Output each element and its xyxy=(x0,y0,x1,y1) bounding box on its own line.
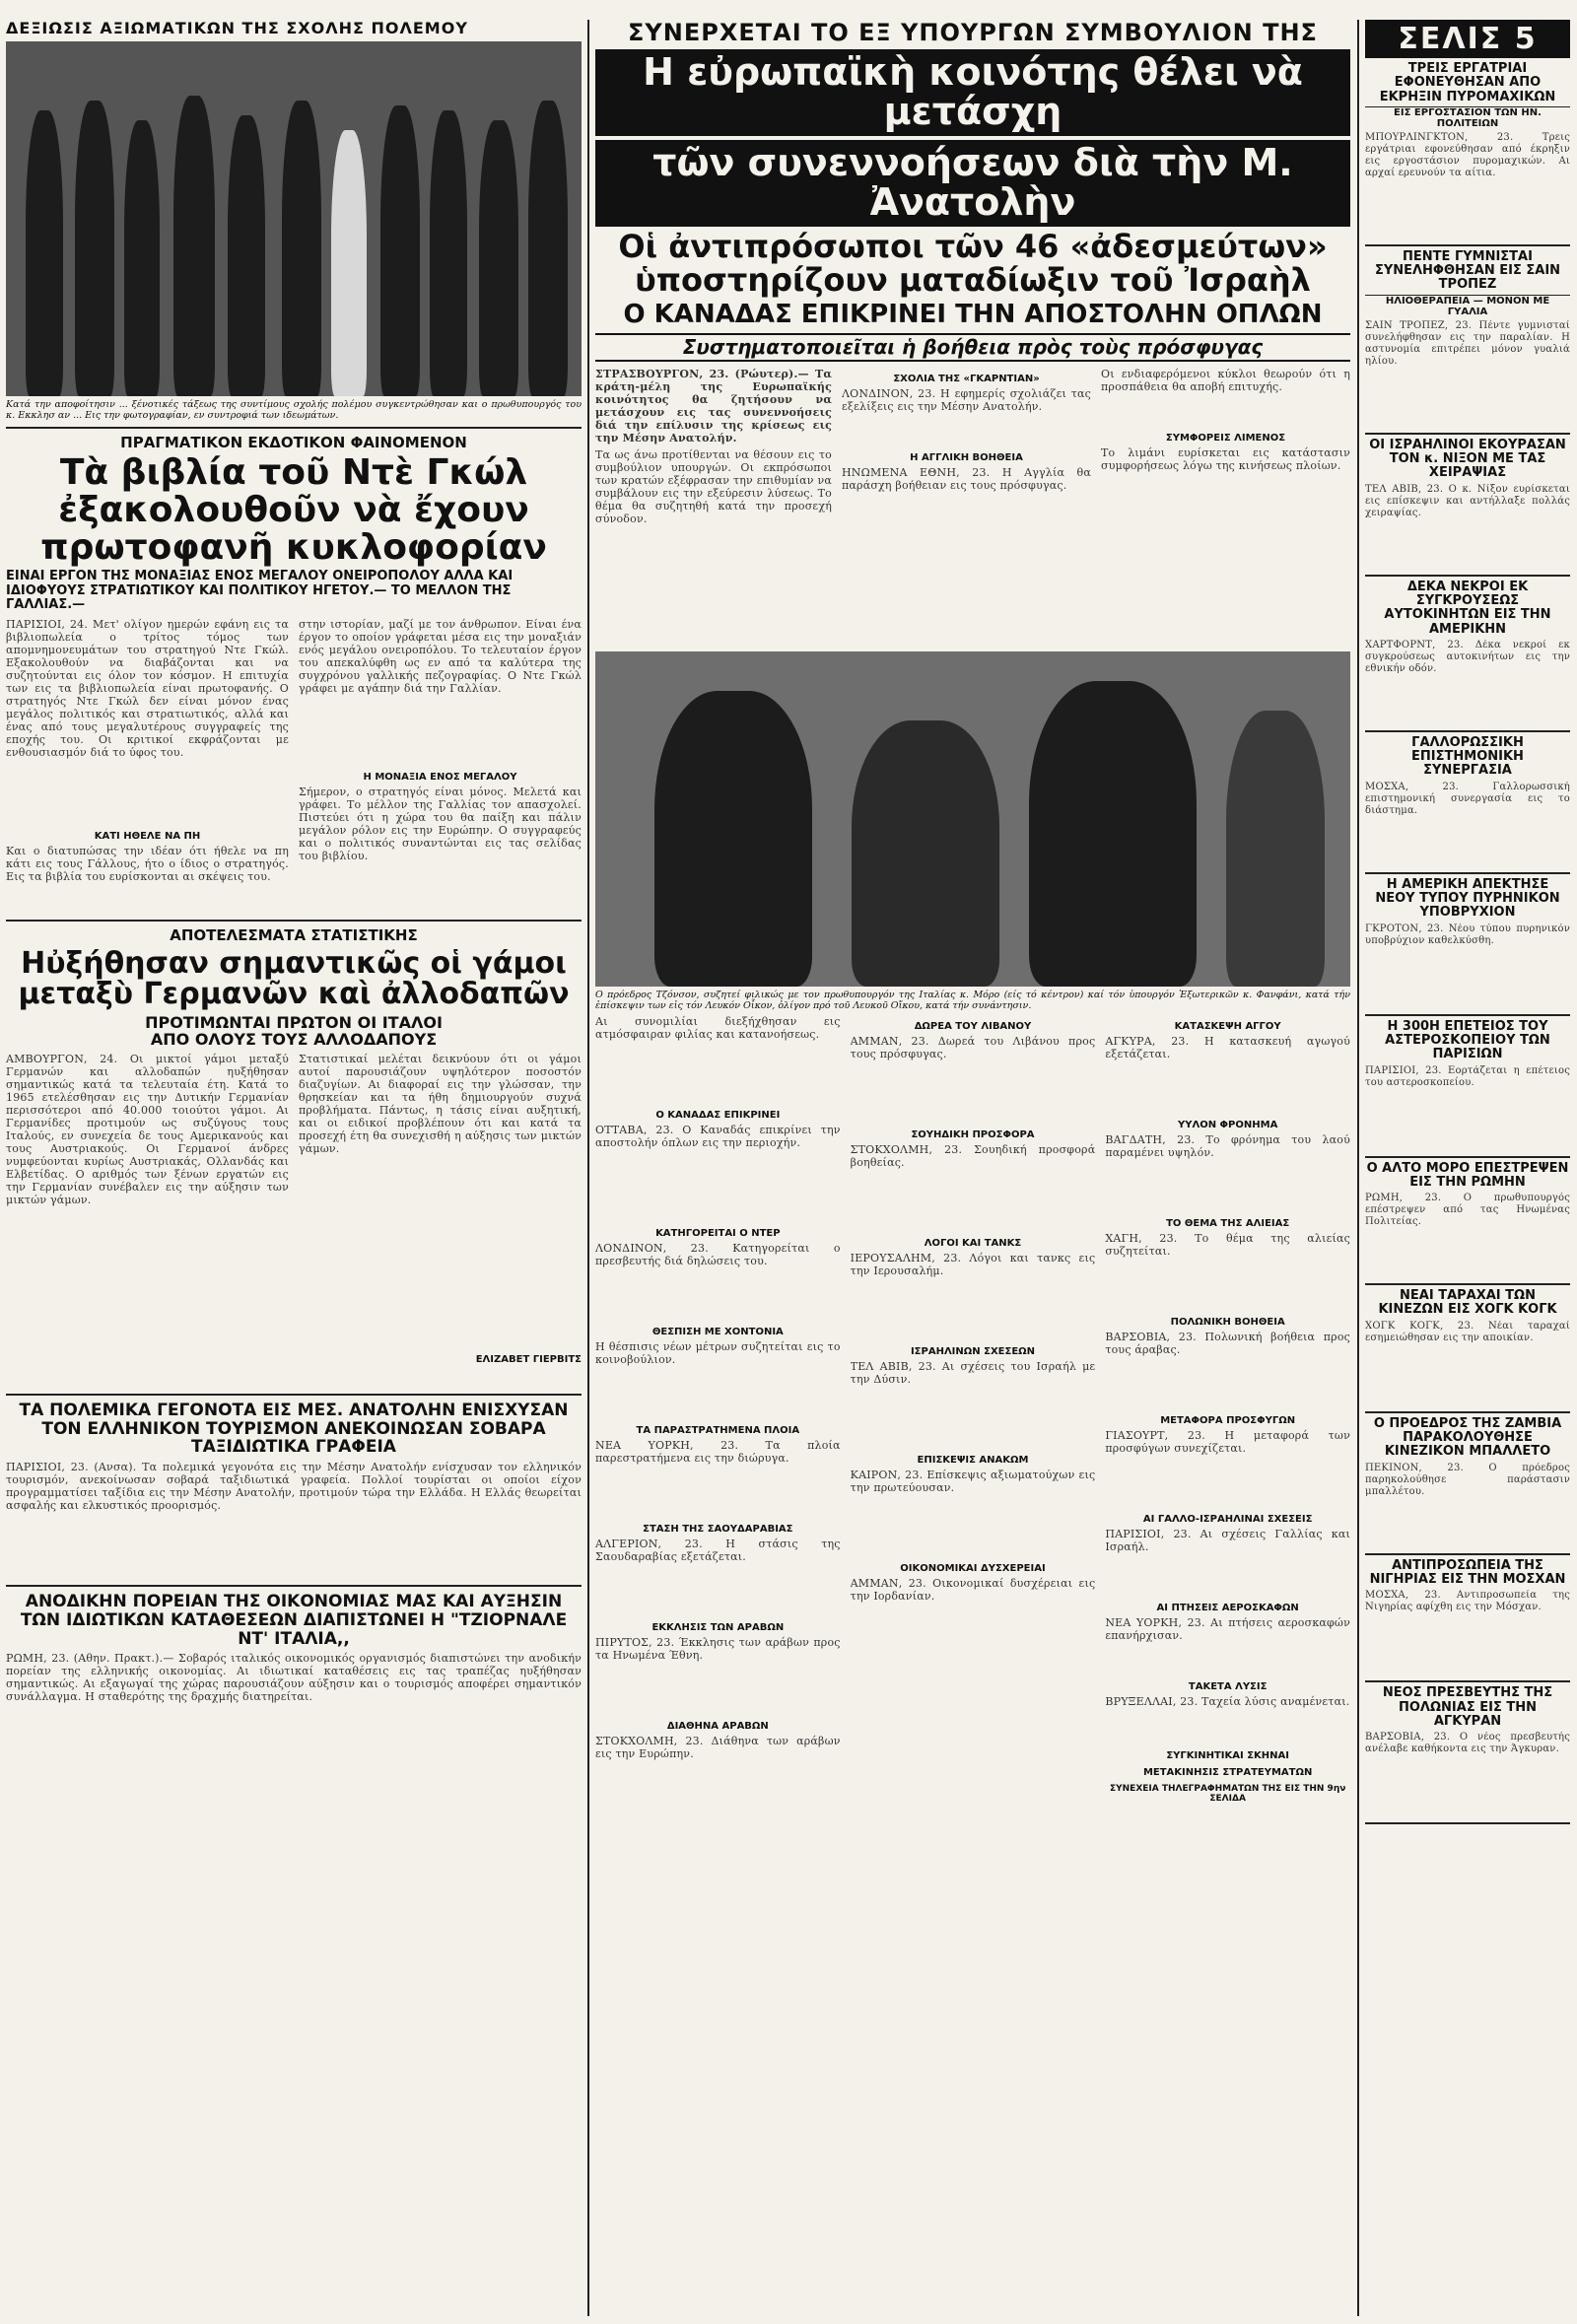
section1-deck: ΕΙΝΑΙ ΕΡΓΟΝ ΤΗΣ ΜΟΝΑΞΙΑΣ ΕΝΟΣ ΜΕΓΑΛΟΥ ΟΝΕΙΡΟΠΟΛΟΥ ΑΛΛΑ ΚΑΙ ΙΔΙΟΦΥΟΥΣ ΣΤΡΑΤΙΩΤΙΚΟΥ ΚΑΙ ΠΟΛΙΤΙΚΟΥ ΗΓΕΤΟΥ.— ΤΟ ΜΕΛΛΟΝ ΤΗΣ ΓΑΛΛΙΑΣ.— xyxy=(6,569,514,613)
right-news-headline: ΝΕΟΣ ΠΡΕΣΒΕΥΤΗΣ ΤΗΣ ΠΟΛΩΝΙΑΣ ΕΙΣ ΤΗΝ ΑΓΚΥΡΑΝ xyxy=(1382,1685,1553,1729)
right-news-item xyxy=(1365,246,1570,435)
right-news-text: ΧΟΓΚ ΚΟΓΚ, 23. Νέαι ταραχαί εσημειώθησαν εις την αποικίαν. xyxy=(1365,1320,1570,1343)
subhead: ΚΑΤΑΣΚΕΨΗ ΑΓΓΟΥ xyxy=(1174,1020,1281,1032)
subhead: ΣΟΥΗΔΙΚΗ ΠΡΟΣΦΟΡΑ xyxy=(911,1128,1035,1140)
subhead: ΙΣΡΑΗΛΙΝΩΝ ΣΧΕΣΕΩΝ xyxy=(910,1345,1036,1357)
right-news-item xyxy=(1365,58,1570,246)
section1-headline: Τὰ βιβλία τοῦ Ντὲ Γκώλ ἐξακολουθοῦν νὰ ἔχουν πρωτοφανῆ κυκλοφορίαν xyxy=(40,452,547,568)
right-news-deck: ΕΙΣ ΕΡΓΟΣΤΑΣΙΟΝ ΤΩΝ ΗΝ. ΠΟΛΙΤΕΙΩΝ xyxy=(1365,106,1570,129)
subhead: ΕΠΙΣΚΕΨΙΣ ΑΝΑΚΩΜ xyxy=(917,1454,1029,1466)
right-news-headline: ΑΝΤΙΠΡΟΣΩΠΕΙΑ ΤΗΣ ΝΙΓΗΡΙΑΣ ΕΙΣ ΤΗΝ ΜΟΣΧΑΝ xyxy=(1369,1557,1566,1587)
main-headline-line2: τῶν συνεννοήσεων διὰ τὴν Μ. Ἀνατολὴν xyxy=(652,141,1293,225)
subhead: ΣΥΓΚΙΝΗΤΙΚΑΙ ΣΚΗΝΑΙ xyxy=(1166,1749,1289,1761)
subhead: ΟΙΚΟΝΟΜΙΚΑΙ ΔΥΣΧΕΡΕΙΑΙ xyxy=(900,1562,1046,1574)
johnson-moro-photo xyxy=(595,651,1350,987)
signature: ΕΛΙΖΑΒΕΤ ΓΙΕΡΒΙΤΣ xyxy=(475,1354,582,1366)
right-news-text: ΓΚΡΟΤΟΝ, 23. Νέου τύπου πυρηνικόν υποβρύχιον καθελκύσθη. xyxy=(1365,923,1570,946)
subhead: ΑΙ ΓΑΛΛΟ-ΙΣΡΑΗΛΙΝΑΙ ΣΧΕΣΕΙΣ xyxy=(1142,1513,1313,1525)
right-news-headline: ΝΕΑΙ ΤΑΡΑΧΑΙ ΤΩΝ ΚΙΝΕΖΩΝ ΕΙΣ ΧΟΓΚ ΚΟΓΚ xyxy=(1378,1288,1557,1318)
main-photo-caption: Ο πρόεδρος Τζόνσον, συζητεί φιλικώς με τον πρωθυπουργόν της Ιταλίας κ. Μόρο (είς τό κέντρον) καί τόν ὑπουργόν Ἐξωτερικῶν κ. Φανφάνι, κατά τήν ἐπίσκεψιν των εἰς τόν Λευκόν Οἶκον, ὀλίγον πρό τοῦ Λευκοῦ Οἴκου, κατά τήν συνάντησιν. xyxy=(595,989,1350,1011)
subhead: ΘΕΣΠΙΣΗ ΜΕ ΧΟΝΤΟΝΙΑ xyxy=(651,1326,784,1337)
subhead: Η ΑΓΓΛΙΚΗ ΒΟΗΘΕΙΑ xyxy=(910,451,1023,463)
section2-sub1: ΠΡΟΤΙΜΩΝΤΑΙ ΠΡΩΤΟΝ ΟΙ ΙΤΑΛΟΙ xyxy=(145,1012,443,1032)
main-headline-line1: Η εὐρωπαϊκὴ κοινότης θέλει νὰ μετάσχη xyxy=(643,50,1303,134)
subhead: ΤΟ ΘΕΜΑ ΤΗΣ ΑΛΙΕΙΑΣ xyxy=(1166,1217,1290,1229)
photo-caption: Κατά την αποφοίτησιν ... ξένοτικές τάξεως της συντίμους σχολής πολέμου συγκεντρώθησαν και ο πρωθυπουργός του κ. Εκκλησ αν ... Εις την φωτογραφίαν, εν συντροφιά των ιδεωμάτων. xyxy=(6,398,582,421)
subhead: Η ΜΟΝΑΞΙΑ ΕΝΟΣ ΜΕΓΑΛΟΥ xyxy=(363,772,517,784)
section1-label: ΠΡΑΓΜΑΤΙΚΟΝ ΕΚΔΟΤΙΚΟΝ ΦΑΙΝΟΜΕΝΟΝ xyxy=(120,433,467,451)
right-news-item xyxy=(1365,1555,1570,1683)
right-news-text: ΠΑΡΙΣΙΟΙ, 23. Εορτάζεται η επέτειος του αστεροσκοπείου. xyxy=(1365,1064,1570,1088)
lead-column: ΣΤΡΑΣΒΟΥΡΓΟΝ, 23. (Ρώυτερ).— Τα κράτη-μέλη της Ευρωπαϊκής κοινότητος θα ζητήσουν να μετάσχουν εις τας συνεννοήσεις διά την επίλυσιν της κρίσεως εις την Μέσην Ανατολήν. Τα ως άνω προτίθενται να θέσουν εις το συμβούλιον υπουργών. Οι εκπρόσωποι των κρατών εξέφρασαν την επιθυμίαν να συμβάλουν εις την εξεύρεσιν λύσεως. Το θέμα θα συζητηθή κατά την προσεχή σύνοδον. xyxy=(595,367,832,525)
subhead: ΜΕΤΑΚΙΝΗΣΙΣ ΣΤΡΑΤΕΥΜΑΤΩΝ xyxy=(1142,1766,1313,1778)
right-news-text: ΧΑΡΤΦΟΡΝΤ, 23. Δέκα νεκροί εκ συγκρούσεως αυτοκινήτων εις την εθνικήν οδόν. xyxy=(1365,639,1570,674)
right-news-headline: ΟΙ ΙΣΡΑΗΛΙΝΟΙ ΕΚΟΥΡΑΣΑΝ ΤΟΝ κ. ΝΙΞΟΝ ΜΕ ΤΑΣ ΧΕΙΡΑΨΙΑΣ xyxy=(1369,437,1566,481)
section3-headline: ΤΑ ΠΟΛΕΜΙΚΑ ΓΕΓΟΝΟΤΑ ΕΙΣ ΜΕΣ. ΑΝΑΤΟΛΗΝ ΕΝΙΣΧΥΣΑΝ ΤΟΝ ΕΛΛΗΝΙΚΟΝ ΤΟΥΡΙΣΜΟΝ ΑΝΕΚΟΙΝΩΣΑΝ ΣΟΒΑΡΑ ΤΑΞΙΔΙΩΤΙΚΑ ΓΡΑΦΕΙΑ xyxy=(19,1401,569,1458)
right-news-deck: ΗΛΙΟΘΕΡΑΠΕΙΑ — ΜΟΝΟΝ ΜΕ ΓΥΑΛΙΑ xyxy=(1365,295,1570,317)
photo-header: ΔΕΞΙΩΣΙΣ ΑΞΙΩΜΑΤΙΚΩΝ ΤΗΣ ΣΧΟΛΗΣ ΠΟΛΕΜΟΥ xyxy=(6,19,468,37)
section2-label: ΑΠΟΤΕΛΕΣΜΑΤΑ ΣΤΑΤΙΣΤΙΚΗΣ xyxy=(170,926,418,945)
subhead: ΥΥΛΟΝ ΦΡΟΝΗΜΑ xyxy=(1177,1119,1278,1130)
article-text: ΠΑΡΙΣΙΟΙ, 24. Μετ' ολίγον ημερών εφάνη εις τα βιβλιοπωλεία ο τρίτος τόμος των απομνημονευμάτων του στρατηγού Ντε Γκώλ. Εξακολουθούν να διαβάζονται και να συζητούνται εις όλον τον κόσμον. Η επιτυχία των εις τα βιβλιοπωλεία είναι πρωτοφανής. Ο στρατηγός Ντε Γκώλ δεν είναι μόνον ένας μεγάλος πολιτικός και στρατιωτικός, αλλά και ένας από τους μεγαλυτέρους συγγραφείς της εποχής του. Οι κριτικοί εκφράζονται με ενθουσιασμόν διά το ύφος του. xyxy=(6,618,289,760)
right-news-item xyxy=(1365,1285,1570,1413)
reception-photo xyxy=(6,41,582,396)
continued-note: ΣΥΝΕΧΕΙΑ ΤΗΛΕΓΡΑΦΗΜΑΤΩΝ ΤΗΣ ΕΙΣ ΤΗΝ 9ην ΣΕΛΙΔΑ xyxy=(1109,1783,1346,1804)
right-news-text: ΜΟΣΧΑ, 23. Γαλλορωσσική επιστημονική συνεργασία εις το διάστημα. xyxy=(1365,781,1570,816)
subhead: ΚΑΤΗΓΟΡΕΙΤΑΙ Ο ΝΤΕΡ xyxy=(655,1227,781,1239)
main-sub1-line2: ὑποστηρίζουν ματαδίωξιν τοῦ Ἰσραὴλ xyxy=(635,260,1311,299)
subhead: ΣΧΟΛΙΑ ΤΗΣ «ΓΚΑΡΝΤΙΑΝ» xyxy=(893,373,1040,384)
main-sub2: Ο ΚΑΝΑΔΑΣ ΕΠΙΚΡΙΝΕΙ ΤΗΝ ΑΠΟΣΤΟΛΗΝ ΟΠΛΩΝ xyxy=(623,300,1323,330)
right-news-item xyxy=(1365,874,1570,1016)
subhead: ΤΑ ΠΑΡΑΣΤΡΑΤΗΜΕΝΑ ΠΛΟΙΑ xyxy=(636,1424,800,1436)
subhead: ΔΙΑΘΗΝΑ ΑΡΑΒΩΝ xyxy=(666,1720,769,1732)
right-news-text: ΤΕΛ ΑΒΙΒ, 23. Ο κ. Νίξον ευρίσκεται εις επίσκεψιν και αντήλλαξε πολλάς χειραψίας. xyxy=(1365,483,1570,518)
subhead: ΛΟΓΟΙ ΚΑΙ ΤΑΝΚΣ xyxy=(924,1237,1022,1249)
subhead: ΕΚΚΛΗΣΙΣ ΤΩΝ ΑΡΑΒΩΝ xyxy=(651,1621,785,1633)
right-news-text: ΡΩΜΗ, 23. Ο πρωθυπουργός επέστρεψεν από τας Ηνωμένας Πολιτείας. xyxy=(1365,1193,1570,1228)
right-news-text: ΠΕΚΙΝΟΝ, 23. Ο πρόεδρος παρηκολούθησε παράστασιν μπαλλέτου. xyxy=(1365,1462,1570,1497)
section2-headline: Ηὐξήθησαν σημαντικῶς οἱ γάμοι μεταξὺ Γερμανῶν καὶ ἀλλοδαπῶν xyxy=(18,945,570,1012)
right-news-headline: ΔΕΚΑ ΝΕΚΡΟΙ ΕΚ ΣΥΓΚΡΟΥΣΕΩΣ ΑΥΤΟΚΙΝΗΤΩΝ ΕΙΣ ΤΗΝ ΑΜΕΡΙΚΗΝ xyxy=(1384,579,1551,637)
subhead: ΣΤΑΣΗ ΤΗΣ ΣΑΟΥΔΑΡΑΒΙΑΣ xyxy=(643,1523,793,1535)
main-kicker: ΣΥΝΕΡΧΕΤΑΙ ΤΟ ΕΞ ΥΠΟΥΡΓΩΝ ΣΥΜΒΟΥΛΙΟΝ ΤΗΣ xyxy=(628,19,1318,46)
right-news-item xyxy=(1365,1158,1570,1286)
right-news-item xyxy=(1365,435,1570,577)
right-news-headline: Ο ΑΛΤΟ ΜΟΡΟ ΕΠΕΣΤΡΕΨΕΝ ΕΙΣ ΤΗΝ ΡΩΜΗΝ xyxy=(1366,1160,1569,1190)
subhead: Ο ΚΑΝΑΔΑΣ ΕΠΙΚΡΙΝΕΙ xyxy=(655,1109,781,1121)
subhead: ΣΥΜΦΟΡΕΙΣ ΛΙΜΕΝΟΣ xyxy=(1165,432,1286,444)
subhead: ΔΩΡΕΑ ΤΟΥ ΛΙΒΑΝΟΥ xyxy=(914,1020,1032,1032)
right-news-text: ΣΑΙΝ ΤΡΟΠΕΖ, 23. Πέντε γυμνισταί συνελήφθησαν εις την παραλίαν. Η αστυνομία επιτρέπει μόνον γυαλιά ηλίου. xyxy=(1365,319,1570,367)
right-news-item xyxy=(1365,577,1570,732)
subhead: ΑΙ ΠΤΗΣΕΙΣ ΑΕΡΟΣΚΑΦΩΝ xyxy=(1156,1602,1299,1613)
right-news-headline: ΓΑΛΛΟΡΩΣΣΙΚΗ ΕΠΙΣΤΗΜΟΝΙΚΗ ΣΥΝΕΡΓΑΣΙΑ xyxy=(1411,734,1524,779)
right-news-item xyxy=(1365,732,1570,874)
right-news-text: ΒΑΡΣΟΒΙΑ, 23. Ο νέος πρεσβευτής ανέλαβε καθήκοντα εις την Άγκυραν. xyxy=(1365,1732,1570,1755)
page-banner: ΣΕΛΙΣ 5 xyxy=(1365,20,1570,58)
right-column xyxy=(1365,20,1570,1824)
subhead: ΚΑΤΙ ΗΘΕΛΕ ΝΑ ΠΗ xyxy=(94,831,201,843)
right-news-item xyxy=(1365,1682,1570,1824)
right-news-text: ΜΠΟΥΡΛΙΝΓΚΤΟΝ, 23. Τρεις εργάτριαι εφονεύθησαν από έκρηξιν εις εργοστάσιον πυρομαχικών. Αι αρχαί ερευνούν τα αίτια. xyxy=(1365,131,1570,178)
section2-sub2: ΑΠΟ ΟΛΟΥΣ ΤΟΥΣ ΑΛΛΟΔΑΠΟΥΣ xyxy=(150,1030,438,1050)
right-news-headline: Ο ΠΡΟΕΔΡΟΣ ΤΗΣ ΖΑΜΒΙΑ ΠΑΡΑΚΟΛΟΥΘΗΣΕ ΚΙΝΕΖΙΚΟΝ ΜΠΑΛΛΕΤΟ xyxy=(1373,1415,1562,1460)
main-sub3: Συστηματοποιεῖται ἡ βοήθεια πρὸς τοὺς πρόσφυγας xyxy=(595,333,1350,362)
right-news-headline: ΤΡΕΙΣ ΕΡΓΑΤΡΙΑΙ ΕΦΟΝΕΥΘΗΣΑΝ ΑΠΟ ΕΚΡΗΞΙΝ ΠΥΡΟΜΑΧΙΚΩΝ xyxy=(1379,61,1556,104)
right-news-headline: Η ΑΜΕΡΙΚΗ ΑΠΕΚΤΗΣΕ ΝΕΟΥ ΤΥΠΟΥ ΠΥΡΗΝΙΚΟΝ ΥΠΟΒΡΥΧΙΟΝ xyxy=(1375,876,1560,921)
section4-headline: ΑΝΟΔΙΚΗΝ ΠΟΡΕΙΑΝ ΤΗΣ ΟΙΚΟΝΟΜΙΑΣ ΜΑΣ ΚΑΙ ΑΥΞΗΣΙΝ ΤΩΝ ΙΔΙΩΤΙΚΩΝ ΚΑΤΑΘΕΣΕΩΝ ΔΙΑΠΙΣΤΩΝΕΙ Η "ΤΖΙΟΡΝΑΛΕ ΝΤ' ΙΤΑΛΙΑ,, xyxy=(20,1592,568,1649)
subhead: ΠΟΛΩΝΙΚΗ ΒΟΗΘΕΙΑ xyxy=(1170,1316,1285,1328)
main-sub1-line1: Οἱ ἀντιπρόσωποι τῶν 46 «ἀδεσμεύτων» xyxy=(618,227,1328,265)
right-news-item xyxy=(1365,1413,1570,1555)
right-news-item xyxy=(1365,1016,1570,1158)
right-news-text: ΜΟΣΧΑ, 23. Αντιπροσωπεία της Νιγηρίας αφίχθη εις την Μόσχαν. xyxy=(1365,1590,1570,1613)
subhead: ΜΕΤΑΦΟΡΑ ΠΡΟΣΦΥΓΩΝ xyxy=(1160,1414,1296,1426)
right-news-headline: ΠΕΝΤΕ ΓΥΜΝΙΣΤΑΙ ΣΥΝΕΛΗΦΘΗΣΑΝ ΕΙΣ ΣΑΙΝ ΤΡΟΠΕΖ xyxy=(1374,248,1561,293)
main-column: ΣΥΝΕΡΧΕΤΑΙ ΤΟ ΕΞ ΥΠΟΥΡΓΩΝ ΣΥΜΒΟΥΛΙΟΝ ΤΗΣ Η εὐρωπαϊκὴ κοινότης θέλει νὰ μετάσχη τῶν συνεννοήσεων διὰ τὴν Μ. Ἀνατολὴν Οἱ ἀντιπρόσωποι τῶν 46 «ἀδεσμεύτων» ὑποστηρίζουν ματαδίωξιν τοῦ Ἰσραὴλ Ο ΚΑΝΑΔΑΣ ΕΠΙΚΡΙΝΕΙ ΤΗΝ ΑΠΟΣΤΟΛΗΝ ΟΠΛΩΝ Συστηματοποιεῖται ἡ βοήθεια πρὸς τοὺς πρόσφυγας ΣΤΡΑΣΒΟΥΡΓΟΝ, 23. (Ρώυτερ).— Τα κράτη-μέλη της Ευρωπαϊκής κοινότητος θα ζητήσουν να μετάσχουν εις τας συνεννοήσεις διά την επίλυσιν της κρίσεως εις την Μέσην Ανατολήν. Τα ως άνω προτίθενται να θέσουν εις το συμβούλιον υπουργών. Οι εκπρόσωποι των κρατών εξέφρασαν την επιθυμίαν να συμβάλουν εις την εξεύρεσιν λύσεως. Το θέμα θα συζητηθή κατά την προσεχή σύνοδον. ΣΧΟΛΙΑ ΤΗΣ «ΓΚΑΡΝΤΙΑΝ» ΛΟΝΔΙΝΟΝ, 23. Η εφημερίς σχολιάζει τας εξελίξεις εις την Μέσην Ανατολήν. Η ΑΓΓΛΙΚΗ ΒΟΗΘΕΙΑ ΗΝΩΜΕΝΑ ΕΘΝΗ, 23. Η Αγγλία θα παράσχη βοήθειαν εις τους πρόσφυγας. Οι ενδιαφερόμενοι κύκλοι θεωρούν ότι η προσπάθεια θα αποβή επιτυχής. ΣΥΜΦΟΡΕΙΣ ΛΙΜΕΝΟΣ Το λιμάνι ευρίσκεται εις κατάστασιν συμφορήσεως λόγω της κινήσεως πλοίων. Ο πρόεδρος Τζόνσον, συζητεί φιλικώς με τον πρωθυπουργόν της Ιταλίας κ. Μόρο (είς τό κέντρον) καί τόν ὑπουργόν Ἐξωτερικῶν κ. Φανφάνι, κατά τήν ἐπίσκεψιν των εἰς τόν Λευκόν Οἶκον, ὀλίγον πρό τοῦ Λευκοῦ Οἴκου, κατά τήν συνάντησιν. Αι συνομιλίαι διεξήχθησαν εις ατμόσφαιραν φιλίας και κατανοήσεως. Ο ΚΑΝΑΔΑΣ ΕΠΙΚΡΙΝΕΙ ΟΤΤΑΒΑ, 23. Ο Καναδάς επικρίνει την αποστολήν όπλων εις την περιοχήν. ΚΑΤΗΓΟΡΕΙΤΑΙ Ο ΝΤΕΡ ΛΟΝΔΙΝΟΝ, 23. Κατηγορείται ο πρεσβευτής διά δηλώσεις του. ΘΕΣΠΙΣΗ ΜΕ ΧΟΝΤΟΝΙΑ Η θέσπισις νέων μέτρων συζητείται εις το κοινοβούλιον. ΤΑ ΠΑΡΑΣΤΡΑΤΗΜΕΝΑ ΠΛΟΙΑ ΝΕΑ ΥΟΡΚΗ, 23. Τα πλοία παρεστρατήμενα εις την διώρυγα. ΣΤΑΣΗ ΤΗΣ ΣΑΟΥΔΑΡΑΒΙΑΣ ΑΛΓΕΡΙΟΝ, 23. Η στάσις της Σαουδαραβίας εξετάζεται. ΕΚΚΛΗΣΙΣ ΤΩΝ ΑΡΑΒΩΝ ΠΙΡΥΤΟΣ, 23. Έκκλησις των αράβων προς τα Ηνωμένα Έθνη. ΔΙΑΘΗΝΑ ΑΡΑΒΩΝ ΣΤΟΚΧΟΛΜΗ, 23. Διάθηνα των αράβων εις την Ευρώπην. ΔΩΡΕΑ ΤΟΥ ΛΙΒΑΝΟΥ ΑΜΜΑΝ, 23. Δωρεά του Λιβάνου προς τους πρόσφυγας. ΣΟΥΗΔΙΚΗ ΠΡΟΣΦΟΡΑ ΣΤΟΚΧΟΛΜΗ, 23. Σουηδική προσφορά βοηθείας. ΛΟΓΟΙ ΚΑΙ ΤΑΝΚΣ ΙΕΡΟΥΣΑΛΗΜ, 23. Λόγοι και τανκς εις την Ιερουσαλήμ. ΙΣΡΑΗΛΙΝΩΝ ΣΧΕΣΕΩΝ ΤΕΛ ΑΒΙΒ, 23. Αι σχέσεις του Ισραήλ με την Δύσιν. ΕΠΙΣΚΕΨΙΣ ΑΝΑΚΩΜ ΚΑΙΡΟΝ, 23. Επίσκεψις αξιωματούχων εις την πρωτεύουσαν. ΟΙΚΟΝΟΜΙΚΑΙ ΔΥΣΧΕΡΕΙΑΙ ΑΜΜΑΝ, 23. Οικονομικαί δυσχέρειαι εις την Ιορδανίαν. ΚΑΤΑΣΚΕΨΗ ΑΓΓΟΥ ΑΓΚΥΡΑ, 23. Η κατασκευή αγωγού εξετάζεται. ΥΥΛΟΝ ΦΡΟΝΗΜΑ ΒΑΓΔΑΤΗ, 23. Το φρόνημα του λαού παραμένει υψηλόν. ΤΟ ΘΕΜΑ ΤΗΣ ΑΛΙΕΙΑΣ ΧΑΓΗ, 23. Το θέμα της αλιείας συζητείται. ΠΟΛΩΝΙΚΗ ΒΟΗΘΕΙΑ ΒΑΡΣΟΒΙΑ, 23. Πολωνική βοήθεια προς τους άραβας. ΜΕΤΑΦΟΡΑ ΠΡΟΣΦΥΓΩΝ ΓΙΑΣΟΥΡΤ, 23. Η μεταφορά των προσφύγων συνεχίζεται. ΑΙ ΓΑΛΛΟ-ΙΣΡΑΗΛΙΝΑΙ ΣΧΕΣΕΙΣ ΠΑΡΙΣΙΟΙ, 23. Αι σχέσεις Γαλλίας και Ισραήλ. ΑΙ ΠΤΗΣΕΙΣ ΑΕΡΟΣΚΑΦΩΝ ΝΕΑ ΥΟΡΚΗ, 23. Αι πτήσεις αεροσκαφών επανήρχισαν. ΤΑΚΕΤΑ ΛΥΣΙΣ ΒΡΥΞΕΛΛΑΙ, 23. Ταχεία λύσις αναμένεται. ΣΥΓΚΙΝΗΤΙΚΑΙ ΣΚΗΝΑΙ ΜΕΤΑΚΙΝΗΣΙΣ ΣΤΡΑΤΕΥΜΑΤΩΝ ΣΥΝΕΧΕΙΑ ΤΗΛΕΓΡΑΦΗΜΑΤΩΝ ΤΗΣ ΕΙΣ ΤΗΝ 9ην ΣΕΛΙΔΑ xyxy=(595,19,1350,1804)
left-column: ΔΕΞΙΩΣΙΣ ΑΞΙΩΜΑΤΙΚΩΝ ΤΗΣ ΣΧΟΛΗΣ ΠΟΛΕΜΟΥ Κατά την αποφοίτησιν ... ξένοτικές τάξεως της συντίμους σχολής πολέμου συγκεντρώθησαν και ο πρωθυπουργός του κ. Εκκλησ αν ... Εις την φωτογραφίαν, εν συντροφιά των ιδεωμάτων. ΠΡΑΓΜΑΤΙΚΟΝ ΕΚΔΟΤΙΚΟΝ ΦΑΙΝΟΜΕΝΟΝ Τὰ βιβλία τοῦ Ντὲ Γκώλ ἐξακολουθοῦν νὰ ἔχουν πρωτοφανῆ κυκλοφορίαν ΕΙΝΑΙ ΕΡΓΟΝ ΤΗΣ ΜΟΝΑΞΙΑΣ ΕΝΟΣ ΜΕΓΑΛΟΥ ΟΝΕΙΡΟΠΟΛΟΥ ΑΛΛΑ ΚΑΙ ΙΔΙΟΦΥΟΥΣ ΣΤΡΑΤΙΩΤΙΚΟΥ ΚΑΙ ΠΟΛΙΤΙΚΟΥ ΗΓΕΤΟΥ.— ΤΟ ΜΕΛΛΟΝ ΤΗΣ ΓΑΛΛΙΑΣ.— ΠΑΡΙΣΙΟΙ, 24. Μετ' ολίγον ημερών εφάνη εις τα βιβλιοπωλεία ο τρίτος τόμος των απομνημονευμάτων του στρατηγού Ντε Γκώλ. Εξακολουθούν να διαβάζονται και να συζητούνται εις όλον τον κόσμον. Η επιτυχία των εις τα βιβλιοπωλεία είναι πρωτοφανής. Ο στρατηγός Ντε Γκώλ δεν είναι μόνον ένας μεγάλος πολιτικός και στρατιωτικός, αλλά και ένας από τους μεγαλυτέρους συγγραφείς της εποχής του. Οι κριτικοί εκφράζονται με ενθουσιασμόν διά το ύφος του. ΚΑΤΙ ΗΘΕΛΕ ΝΑ ΠΗ Και ο διατυπώσας την ιδέαν ότι ήθελε να πη κάτι εις τους Γάλλους, ήτο ο ίδιος ο στρατηγός. Εις τα βιβλία του ευρίσκονται αι σκέψεις του. στην ιστορίαν, μαζί με τον άνθρωπον. Είναι ένα έργον το οποίον γράφεται μέσα εις την μοναξιάν ενός μεγάλου ονειροπόλου. Το τελευταίον έργον του απεκαλύφθη ως εν από τα καλύτερα της συγχρόνου γαλλικής πεζογραφίας. Ο Ντε Γκώλ γράφει με αγάπην διά την Γαλλίαν. Η ΜΟΝΑΞΙΑ ΕΝΟΣ ΜΕΓΑΛΟΥ Σήμερον, ο στρατηγός είναι μόνος. Μελετά και γράφει. Το μέλλον της Γαλλίας τον απασχολεί. Πιστεύει ότι η χώρα του θα παίξη και πάλιν μεγάλον ρόλον εις την Ευρώπην. Ο συγγραφεύς και ο πολιτικός συναντώνται εις τας σελίδας του βιβλίου. ΑΠΟΤΕΛΕΣΜΑΤΑ ΣΤΑΤΙΣΤΙΚΗΣ Ηὐξήθησαν σημαντικῶς οἱ γάμοι μεταξὺ Γερμανῶν καὶ ἀλλοδαπῶν ΠΡΟΤΙΜΩΝΤΑΙ ΠΡΩΤΟΝ ΟΙ ΙΤΑΛΟΙ ΑΠΟ ΟΛΟΥΣ ΤΟΥΣ ΑΛΛΟΔΑΠΟΥΣ ΑΜΒΟΥΡΓΟΝ, 24. Οι μικτοί γάμοι μεταξύ Γερμανών και αλλοδαπών ηυξήθησαν σημαντικώς κατά τα τελευταία έτη. Κατά το 1965 ετελέσθησαν εις την Δυτικήν Γερμανίαν περισσότεροι από 40.000 τοιούτοι γάμοι. Αι Γερμανίδες προτιμούν ως συζύγους τους Ιταλούς, εν συνεχεία δε τους Αμερικανούς και τους Αυστριακούς. Οι Γερμανοί άνδρες νυμφεύονται κυρίως Αυστριακάς, Ολλανδάς και Ελβετίδας. Ο αριθμός των ξένων εργατών εις την Γερμανίαν συνέβαλεν εις την αύξησιν των μικτών γάμων. Στατιστικαί μελέται δεικνύουν ότι οι γάμοι αυτοί παρουσιάζουν υψηλότερον ποσοστόν διαζυγίων. Αι διαφοραί εις την γλώσσαν, την θρησκείαν και τα ήθη δημιουργούν συχνά προβλήματα. Πάντως, η τάσις είναι αυξητική, και οι ειδικοί προβλέπουν ότι και κατά τα προσεχή έτη θα συνεχισθή η αύξησις των μικτών γάμων. ΕΛΙΖΑΒΕΤ ΓΙΕΡΒΙΤΣ ΤΑ ΠΟΛΕΜΙΚΑ ΓΕΓΟΝΟΤΑ ΕΙΣ ΜΕΣ. ΑΝΑΤΟΛΗΝ ΕΝΙΣΧΥΣΑΝ ΤΟΝ ΕΛΛΗΝΙΚΟΝ ΤΟΥΡΙΣΜΟΝ ΑΝΕΚΟΙΝΩΣΑΝ ΣΟΒΑΡΑ ΤΑΞΙΔΙΩΤΙΚΑ ΓΡΑΦΕΙΑ ΠΑΡΙΣΙΟΙ, 23. (Ανσα). Τα πολεμικά γεγονότα εις την Μέσην Ανατολήν ενίσχυσαν τον ελληνικόν τουρισμόν, ανεκοίνωσαν σοβαρά ταξιδιωτικά γραφεία. Πολλοί τουρίσται οι οποίοι είχον προγραμματίσει ταξίδια εις την Μέσην Ανατολήν, προτιμούν τώρα την Ελλάδα. Η Ελλάς θεωρείται ασφαλής και ελκυστικός προορισμός. ΑΝΟΔΙΚΗΝ ΠΟΡΕΙΑΝ ΤΗΣ ΟΙΚΟΝΟΜΙΑΣ ΜΑΣ ΚΑΙ ΑΥΞΗΣΙΝ ΤΩΝ ΙΔΙΩΤΙΚΩΝ ΚΑΤΑΘΕΣΕΩΝ ΔΙΑΠΙΣΤΩΝΕΙ Η "ΤΖΙΟΡΝΑΛΕ ΝΤ' ΙΤΑΛΙΑ,, ΡΩΜΗ, 23. (Αθην. Πρακτ.).— Σοβαρός ιταλικός οικονομικός οργανισμός διαπιστώνει την ανοδικήν πορείαν της ελληνικής οικονομίας. Αι ιδιωτικαί καταθέσεις εις τας τραπέζας ηυξήθησαν σημαντικώς. Αι εξαγωγαί της χώρας παρουσιάζουν αύξησιν και ο τουρισμός αποφέρει σημαντικόν συνάλλαγμα. Η σταθερότης της δραχμής διατηρείται. xyxy=(6,19,582,1704)
subhead: ΤΑΚΕΤΑ ΛΥΣΙΣ xyxy=(1188,1680,1268,1692)
right-news-headline: Η 300Η ΕΠΕΤΕΙΟΣ ΤΟΥ ΑΣΤΕΡΟΣΚΟΠΕΙΟΥ ΤΩΝ ΠΑΡΙΣΙΩΝ xyxy=(1385,1018,1550,1062)
lead-text: ΣΤΡΑΣΒΟΥΡΓΟΝ, 23. (Ρώυτερ).— Τα κράτη-μέλη της Ευρωπαϊκής κοινότητος θα ζητήσουν να μετάσχουν εις τας συνεννοήσεις διά την επίλυσιν της κρίσεως εις την Μέσην Ανατολήν. xyxy=(595,367,832,444)
